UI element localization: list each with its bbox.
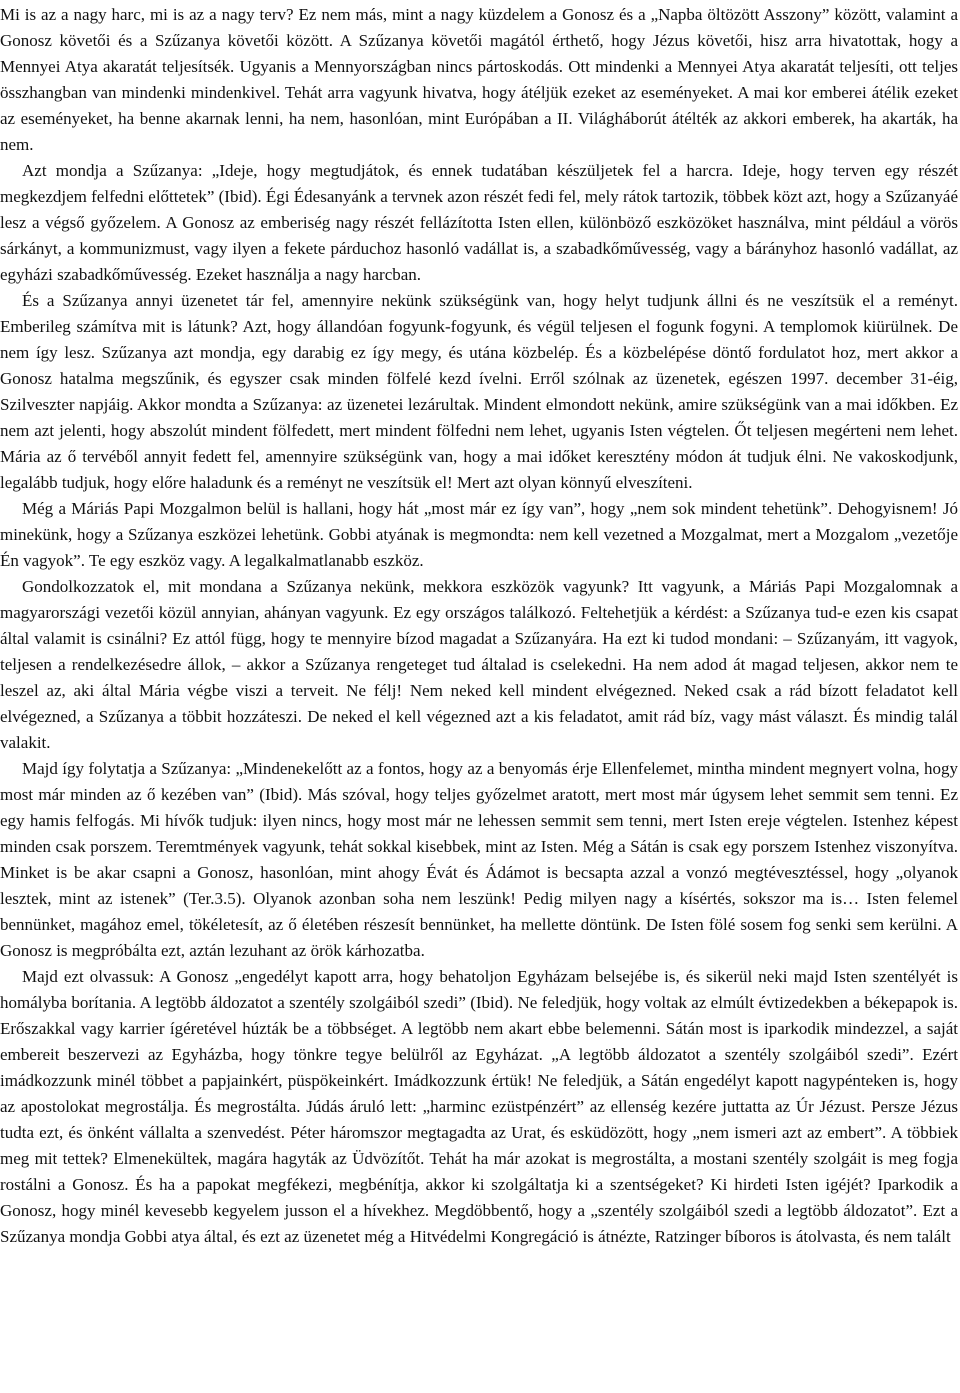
- paragraph-1: Mi is az a nagy harc, mi is az a nagy terv? Ez nem más, mint a nagy küzdelem a Gonosz és a „Napba öltözött Asszony” között, valamint a Gonosz követői és a Szűzanya követői között. A Szűzanya követői magától érthető, hogy Jézus követői, hisz arra hivatottak, hogy a Mennyei Atya akaratát teljesítsék. Ugyanis a Mennyországban nincs pártoskodás. Ott mindenki a Mennyei Atya akaratát teljesíti, ott teljes összhangban van mindenki mindenkivel. Tehát arra vagyunk hivatva, hogy átéljük ezeket az eseményeket. A mai kor emberei átélik ezeket az eseményeket, ha benne akarnak lenni, ha nem, hasonlóan, mint Európában a II. Világháborút átélték az akkori emberek, ha akarták, ha nem.: [0, 5, 958, 154]
- paragraph-4: Még a Máriás Papi Mozgalmon belül is hallani, hogy hát „most már ez így van”, hogy „nem sok mindent tehetünk”. Dehogyisnem! Jó minekünk, hogy a Szűzanya eszközei lehetünk. Gobbi atyának is megmondta: nem kell vezetned a Mozgalmat, mert a Mozgalom „vezetője Én vagyok”. Te egy eszköz vagy. A legalkalmatlanabb eszköz.: [0, 499, 958, 570]
- paragraph-6: Majd így folytatja a Szűzanya: „Mindenekelőtt az a fontos, hogy az a benyomás érje Ellenfelemet, mintha mindent megnyert volna, hogy most már minden az ő kezében van” (Ibid). Más szóval, hogy teljes győzelmet aratott, mert most már úgysem lehet semmit sem tenni. Ez egy hamis felfogás. Mi hívők tudjuk: ilyen nincs, hogy most már ne lehessen semmit sem tenni, mert Isten ereje végtelen. Istenhez képest minden csak porszem. Teremtmények vagyunk, tehát sokkal kisebbek, mint az Isten. Még a Sátán is csak egy porszem Istenhez viszonyítva. Minket is be akar csapni a Gonosz, hasonlóan, mint ahogy Évát és Ádámot is becsapta azzal a vonzó megtévesztéssel, hogy „olyanok lesztek, mint az istenek” (Ter.3.5). Olyanok azonban soha nem leszünk! Pedig milyen nagy a kísértés, sokszor ma is… Isten felemel bennünket, magához emel, tökéletesít, az ő életében részesít bennünket, ha mellette döntünk. De Isten fölé sosem fog senki sem kerülni. A Gonosz is megpróbálta ezt, aztán lezuhant az örök kárhozatba.: [0, 759, 958, 960]
- paragraph-7: Majd ezt olvassuk: A Gonosz „engedélyt kapott arra, hogy behatoljon Egyházam belsejébe is, és sikerül neki majd Isten szentélyét is homályba borítania. A legtöbb áldozatot a szentély szolgáiból szedi” (Ibid). Ne feledjük, hogy voltak az elmúlt évtizedekben a békepapok is. Erőszakkal vagy karrier ígéretével húzták be a többséget. A legtöbb nem akart ebbe belemenni. Sátán most is iparkodik mindezzel, a saját embereit beszervezi az Egyházba, hogy tönkre tegye belülről az Egyházat. „A legtöbb áldozatot a szentély szolgáiból szedi”. Ezért imádkozzunk minél többet a papjainkért, püspökeinkért. Imádkozzunk értük! Ne feledjük, a Sátán engedélyt kapott nagypénteken is, hogy az apostolokat megrostálja. És megrostálta. Júdás áruló lett: „harminc ezüstpénzért” az ellenség kezére juttatta az Úr Jézust. Persze Jézus tudta ezt, és önként vállalta a szenvedést. Péter háromszor megtagadta az Urat, és esküdözött, hogy „nem ismeri azt az embert”. A többiek meg mit tettek? Elmenekültek, magára hagyták az Üdvözítőt. Tehát ha már azokat is megrostálta, a mostani szentély szolgáit is meg fogja rostálni a Gonosz. És ha a papokat megfékezi, megbénítja, akkor ki szolgáltatja ki a szentségeket? Ki hirdeti Isten igéjét? Iparkodik a Gonosz, hogy minél kevesebb kegyelem jusson el a hívekhez. Megdöbbentő, hogy a „szentély szolgáiból szedi a legtöbb áldozatot”. Ezt a Szűzanya mondja Gobbi atya által, és ezt az üzenetet még a Hitvédelmi Kongregáció is átnézte, Ratzinger bíboros is átolvasta, és nem talált: [0, 967, 958, 1246]
- paragraph-5: Gondolkozzatok el, mit mondana a Szűzanya nekünk, mekkora eszközök vagyunk? Itt vagyunk, a Máriás Papi Mozgalomnak a magyarországi vezetői közül annyian, ahányan vagyunk. Ez egy országos találkozó. Feltehetjük a kérdést: a Szűzanya tud-e ezen kis csapat által valamit is csinálni? Ez attól függ, hogy te mennyire bízod magadat a Szűzanyára. Ha ezt ki tudod mondani: – Szűzanyám, itt vagyok, teljesen a rendelkezésedre állok, – akkor a Szűzanya rengeteget tud általad is cselekedni. Ha nem adod át magad teljesen, akkor nem te leszel az, aki által Mária végbe viszi a terveit. Ne félj! Nem neked kell mindent elvégezned. Neked csak a rád bízott feladatot kell elvégezned, a Szűzanya a többit hozzáteszi. De neked el kell végezned azt a kis feladatot, amit rád bíz, vagy mást választ. És mindig talál valakit.: [0, 577, 958, 752]
- paragraph-2: Azt mondja a Szűzanya: „Ideje, hogy megtudjátok, és ennek tudatában készüljetek fel a harcra. Ideje, hogy terven egy részét megkezdjem felfedni előttetek” (Ibid). Égi Édesanyánk a tervnek azon részét fedi fel, mely rátok tartozik, többek közt azt, hogy a Szűzanyáé lesz a végső győzelem. A Gonosz az emberiség nagy részét fellázította Isten ellen, különböző eszközöket használva, mint például a vörös sárkányt, a kommunizmust, vagy ilyen a fekete párduchoz hasonló vadállat is, a szabadkőművesség, vagy a bárányhoz hasonló vadállat, az egyházi szabadkőművesség. Ezeket használja a nagy harcban.: [0, 161, 958, 284]
- paragraph-3: És a Szűzanya annyi üzenetet tár fel, amennyire nekünk szükségünk van, hogy helyt tudjunk állni és ne veszítsük el a reményt. Emberileg számítva mit is látunk? Azt, hogy állandóan fogyunk-fogyunk, és végül teljesen el fogunk fogyni. A templomok kiürülnek. De nem így lesz. Szűzanya azt mondja, egy darabig ez így megy, és utána közbelép. És a közbelépése döntő fordulatot hoz, mert akkor a Gonosz hatalma megszűnik, és egyszer csak minden fölfelé kezd ívelni. Erről szólnak az üzenetek, egészen 1997. december 31-éig, Szilveszter napjáig. Akkor mondta a Szűzanya: az üzenetei lezárultak. Mindent elmondott nekünk, amire szükségünk van a mai időkben. Ez nem azt jelenti, hogy abszolút mindent fölfedett, mert mindent fölfedni nem lehet, ugyanis Isten végtelen. Őt teljesen megérteni nem lehet. Mária az ő tervéből annyit fedett fel, amennyire szükségünk van, hogy a mai időket keresztény módon át tudjuk élni. Ne vakoskodjunk, legalább tudjuk, hogy előre haladunk és a reményt ne veszítsük el! Mert azt olyan könnyű elveszíteni.: [0, 291, 958, 492]
